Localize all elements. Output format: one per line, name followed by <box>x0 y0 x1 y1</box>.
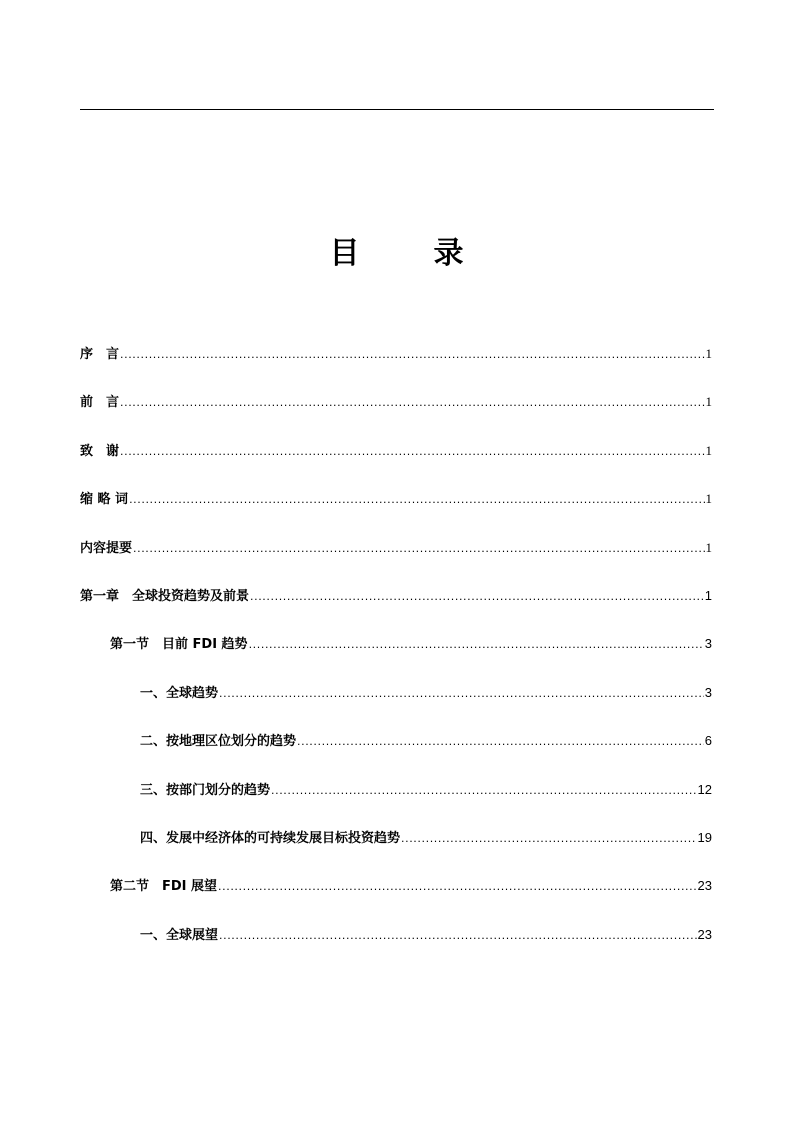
toc-entry-label: 二、按地理区位划分的趋势 <box>140 734 297 750</box>
toc-page-number: 1 <box>705 539 712 555</box>
toc-entry[interactable] <box>80 630 712 678</box>
toc-entry-label: 四、发展中经济体的可持续发展目标投资趋势 <box>140 830 401 846</box>
toc-entry[interactable] <box>80 534 712 582</box>
toc-dot-leader <box>249 631 704 659</box>
toc-page-number: 1 <box>705 491 712 507</box>
toc-dot-leader <box>120 389 704 417</box>
toc-entry[interactable] <box>80 388 712 436</box>
toc-entry[interactable] <box>80 582 712 630</box>
toc-dot-leader <box>120 341 704 369</box>
toc-dot-leader <box>271 777 697 805</box>
toc-page-number: 23 <box>697 878 712 894</box>
toc-entry-label: 第一节 目前 FDI 趋势 <box>110 637 248 653</box>
toc-dot-leader <box>219 680 704 708</box>
table-of-contents <box>80 340 712 969</box>
page-title: 目 录 <box>329 236 486 272</box>
toc-page-number: 3 <box>704 684 712 700</box>
toc-dot-leader <box>297 728 704 756</box>
toc-page-number: 1 <box>705 346 712 361</box>
toc-page-number: 23 <box>697 926 712 942</box>
toc-dot-leader <box>129 486 704 514</box>
toc-entry-label: 第一章 全球投资趋势及前景 <box>80 588 250 604</box>
toc-entry-label: 致 谢 <box>80 443 120 459</box>
toc-entry-label: 前 言 <box>80 395 120 411</box>
toc-entry[interactable] <box>80 872 712 920</box>
toc-page-number: 19 <box>697 829 712 845</box>
toc-entry[interactable] <box>80 485 712 533</box>
toc-entry[interactable] <box>80 727 712 775</box>
toc-dot-leader <box>219 922 697 950</box>
toc-dot-leader <box>133 535 704 563</box>
toc-entry-label: 缩 略 词 <box>80 492 129 508</box>
toc-dot-leader <box>250 583 704 611</box>
toc-entry[interactable] <box>80 824 712 872</box>
toc-page-number: 1 <box>704 587 712 603</box>
toc-page-number: 1 <box>705 442 712 458</box>
toc-dot-leader <box>401 825 697 853</box>
toc-entry[interactable] <box>80 437 712 485</box>
toc-entry[interactable] <box>80 679 712 727</box>
toc-entry-label: 一、全球趋势 <box>140 685 219 701</box>
toc-entry-label: 内容提要 <box>80 540 133 556</box>
toc-page-number: 1 <box>705 394 712 410</box>
toc-entry-label: 三、按部门划分的趋势 <box>140 782 271 798</box>
toc-entry[interactable] <box>80 776 712 824</box>
header-rule <box>80 109 714 110</box>
toc-dot-leader <box>218 873 696 901</box>
toc-page-number: 6 <box>704 733 712 749</box>
toc-dot-leader <box>120 438 704 466</box>
toc-entry[interactable] <box>80 921 712 969</box>
toc-page-number: 12 <box>697 781 712 797</box>
toc-page-number: 3 <box>704 636 712 652</box>
toc-entry-label: 序 言 <box>80 347 120 362</box>
toc-entry[interactable] <box>80 340 712 388</box>
toc-entry-label: 一、全球展望 <box>140 927 219 943</box>
toc-entry-label: 第二节 FDI 展望 <box>110 879 218 895</box>
